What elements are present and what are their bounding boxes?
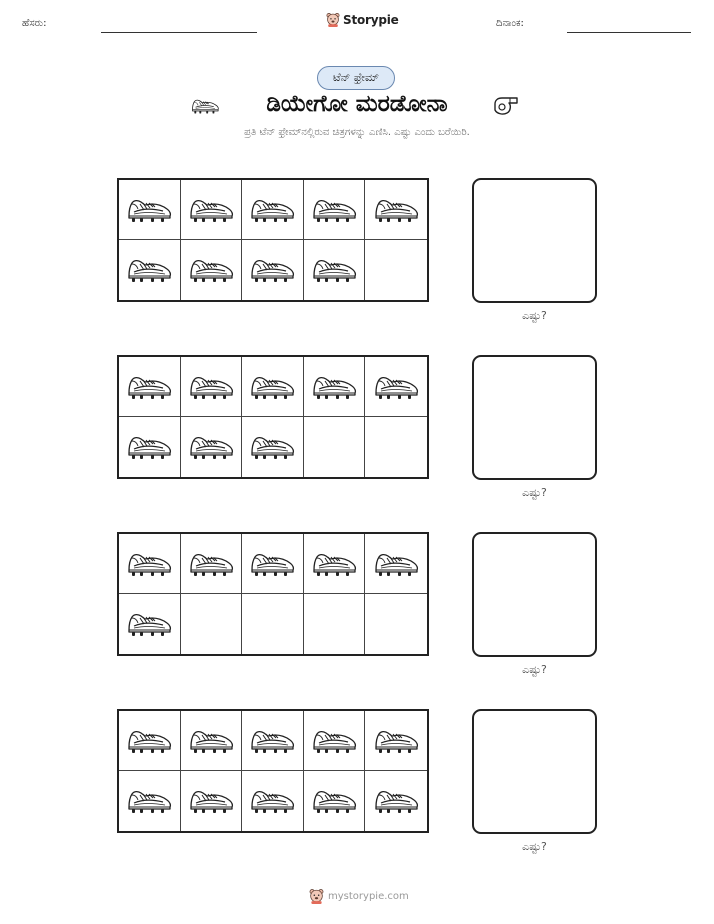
soccer-boot-icon: [248, 432, 296, 462]
footer-site: mystorypie.com: [328, 890, 409, 902]
soccer-boot-icon: [125, 255, 173, 285]
ten-frame-cell: [119, 417, 181, 477]
ten-frame-cell: [304, 357, 366, 417]
ten-frame-cell: [242, 180, 304, 240]
ten-frame-cell: [365, 711, 427, 771]
ten-frame-cell: [119, 711, 181, 771]
ten-frame-cell: [119, 180, 181, 240]
how-many-label: ಎಷ್ಟು?: [522, 309, 547, 322]
soccer-boot-icon: [187, 726, 235, 756]
ten-frame-cell: [181, 594, 243, 654]
ten-frame-cell: [242, 357, 304, 417]
how-many-label: ಎಷ್ಟು?: [522, 663, 547, 676]
answer-box[interactable]: [472, 355, 597, 480]
ten-frame-cell: [181, 180, 243, 240]
ten-frame-cell: [304, 240, 366, 300]
soccer-boot-icon: [187, 195, 235, 225]
soccer-boot-icon: [310, 195, 358, 225]
soccer-boot-icon: [187, 549, 235, 579]
soccer-boot-icon: [125, 609, 173, 639]
page-title: ಡಿಯೇಗೋ ಮರಡೋನಾ: [266, 91, 448, 117]
soccer-boot-icon: [187, 372, 235, 402]
soccer-boot-icon: [310, 786, 358, 816]
ten-frame-cell: [181, 771, 243, 831]
ten-frame-cell: [242, 534, 304, 594]
ten-frame-cell: [242, 417, 304, 477]
ten-frame-cell: [304, 594, 366, 654]
ten-frame-cell: [304, 711, 366, 771]
soccer-boot-icon: [187, 432, 235, 462]
soccer-boot-icon: [125, 726, 173, 756]
soccer-boot-icon: [248, 549, 296, 579]
ten-frame: [117, 355, 429, 479]
ten-frame-cell: [365, 180, 427, 240]
ten-frame-cell: [365, 594, 427, 654]
soccer-boot-icon: [372, 726, 420, 756]
ten-frame-cell: [181, 534, 243, 594]
ten-frame-cell: [181, 357, 243, 417]
ten-frame-cell: [181, 711, 243, 771]
answer-box[interactable]: [472, 178, 597, 303]
ten-frame-cell: [304, 534, 366, 594]
soccer-boot-icon: [125, 549, 173, 579]
soccer-boot-icon: [310, 726, 358, 756]
ten-frame-cell: [181, 417, 243, 477]
date-line[interactable]: [567, 32, 691, 33]
ten-frame-cell: [365, 240, 427, 300]
soccer-boot-icon: [248, 726, 296, 756]
brand-logo: [326, 12, 399, 27]
soccer-boot-icon: [372, 786, 420, 816]
soccer-boot-icon: [125, 432, 173, 462]
soccer-boot-icon: [372, 195, 420, 225]
whistle-icon: [492, 94, 520, 118]
ten-frame-cell: [181, 240, 243, 300]
ten-frame: [117, 178, 429, 302]
soccer-boot-icon: [125, 195, 173, 225]
ten-frame: [117, 532, 429, 656]
soccer-boot-icon: [125, 372, 173, 402]
soccer-boot-icon: [248, 372, 296, 402]
worksheet-type-badge: ಟೆನ್ ಫ್ರೇಮ್: [317, 66, 395, 90]
ten-frame-cell: [365, 417, 427, 477]
answer-box[interactable]: [472, 709, 597, 834]
footer: [309, 888, 409, 904]
answer-box[interactable]: [472, 532, 597, 657]
soccer-boot-icon: [187, 255, 235, 285]
ten-frame-cell: [119, 357, 181, 417]
how-many-label: ಎಷ್ಟು?: [522, 840, 547, 853]
soccer-boot-icon: [310, 549, 358, 579]
ten-frame-cell: [304, 771, 366, 831]
ten-frame-cell: [119, 771, 181, 831]
soccer-boot-icon: [187, 786, 235, 816]
soccer-boot-icon: [125, 786, 173, 816]
ten-frame-cell: [119, 534, 181, 594]
name-label: ಹೆಸರು:: [22, 18, 47, 29]
ten-frame-cell: [119, 240, 181, 300]
instructions: ಪ್ರತಿ ಟೆನ್ ಫ್ರೇಮ್‌ನಲ್ಲಿರುವ ಚಿತ್ರಗಳನ್ನು ಎಣಿಸಿ. ಎಷ್ಟು ಎಂದು ಬರೆಯಿರಿ.: [244, 127, 470, 138]
soccer-boot-icon: [248, 786, 296, 816]
ten-frame-cell: [365, 534, 427, 594]
ten-frame-cell: [119, 594, 181, 654]
ten-frame-cell: [304, 180, 366, 240]
soccer-boot-icon: [372, 549, 420, 579]
ten-frame: [117, 709, 429, 833]
bear-mascot-icon: [309, 888, 324, 904]
soccer-boot-icon: [248, 195, 296, 225]
how-many-label: ಎಷ್ಟು?: [522, 486, 547, 499]
ten-frame-cell: [304, 417, 366, 477]
soccer-boot-icon: [310, 372, 358, 402]
ten-frame-cell: [365, 771, 427, 831]
ten-frame-cell: [242, 594, 304, 654]
ten-frame-cell: [365, 357, 427, 417]
brand-name: Storypie: [343, 12, 399, 27]
bear-mascot-icon: [326, 12, 340, 27]
soccer-boot-icon: [248, 255, 296, 285]
date-label: ದಿನಾಂಕ:: [496, 18, 524, 29]
soccer-boot-icon: [372, 372, 420, 402]
ten-frame-cell: [242, 771, 304, 831]
ten-frame-cell: [242, 711, 304, 771]
ten-frame-cell: [242, 240, 304, 300]
name-line[interactable]: [101, 32, 257, 33]
soccer-boot-icon: [310, 255, 358, 285]
